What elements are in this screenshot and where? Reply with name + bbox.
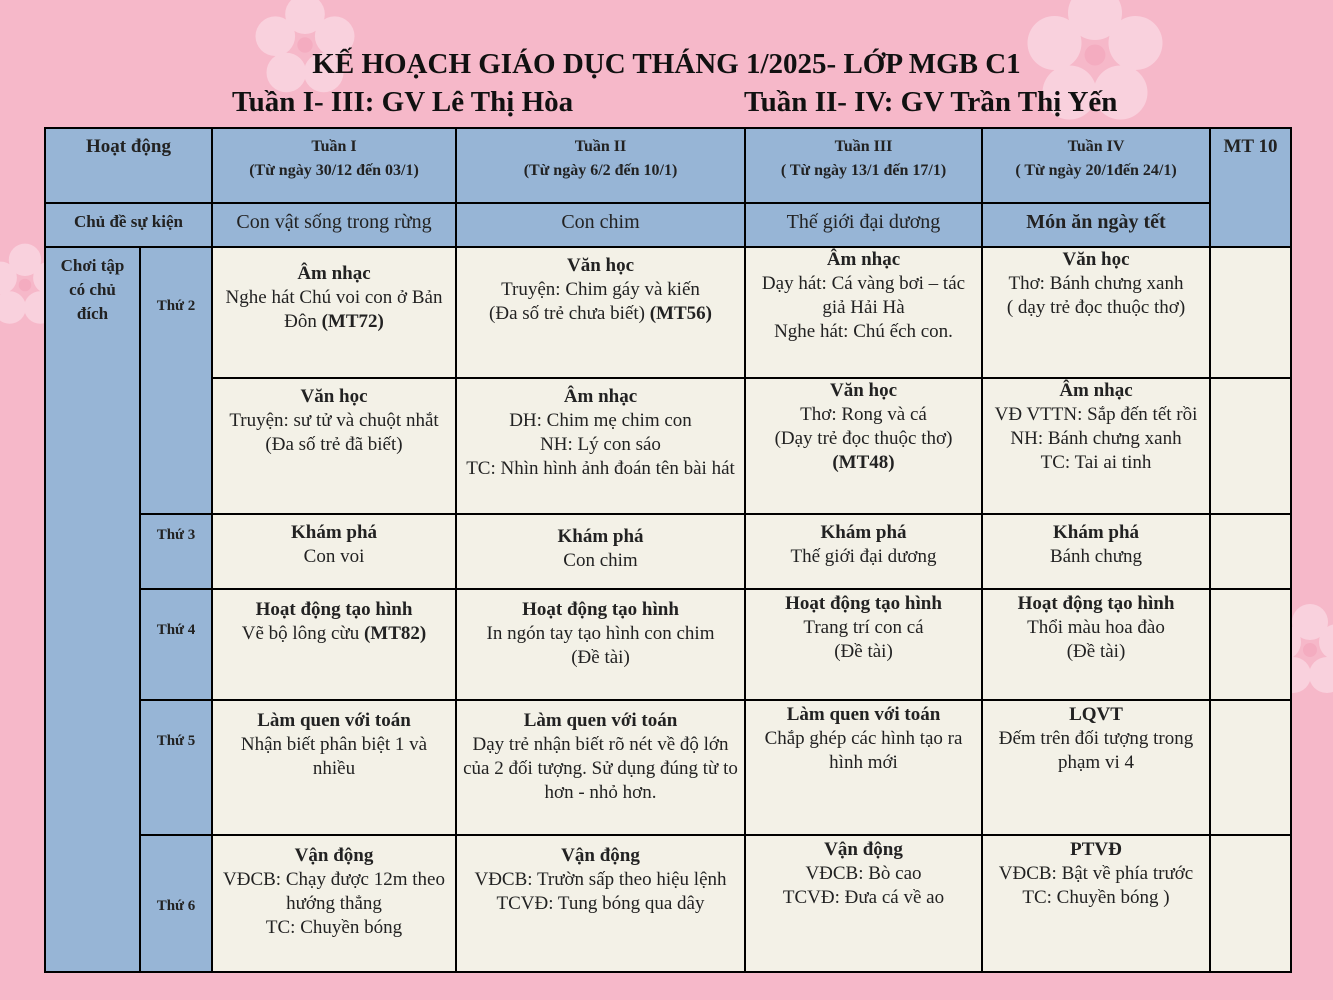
activity-cell [982,247,1210,378]
activity-text: Thế giới đại dương [790,546,937,567]
activity-title: Văn học [829,380,898,401]
week-header [212,128,456,203]
week-range: (Từ ngày 6/2 đến 10/1) [523,162,678,179]
week-header [456,128,745,203]
week-range: (Từ ngày 30/12 đến 03/1) [249,162,419,179]
activity-title: Âm nhạc [297,263,371,284]
activity-text: Đếm trên đối tượng trong phạm vi 4 [998,728,1194,773]
activity-title: Làm quen với toán [523,710,678,731]
activity-text: Con voi [303,546,365,567]
activity-text: Con chim [563,550,638,571]
activity-text: Dạy trẻ nhận biết rõ nét về độ lớn của 2 đối tượng. Sử dụng đúng từ to hơn - nhỏ hơn. [463,734,738,803]
day-label: Thứ 6 [140,835,212,972]
day-label: Thứ 2 [140,247,212,514]
mt-cell [1210,514,1291,589]
activity-text: VĐCB: Chạy được 12m theo hướng thẳng [223,869,445,914]
mt-code: (MT48) [832,452,895,473]
week-name: Tuần II [574,138,627,155]
activity-text: TC: Chuyền bóng [265,917,403,938]
activity-text: Nghe hát: Chú ếch con. [774,321,953,342]
teacher-right: Tuần II- IV: GV Trần Thị Yến [744,86,1118,118]
activity-text: Vẽ bộ lông cừu [241,623,360,644]
activity-title: Văn học [566,255,635,276]
mt-cell [1210,700,1291,835]
mt-cell [1210,247,1291,378]
activity-text: (Đề tài) [834,641,893,662]
activity-text: Truyện: Chim gáy và kiến [501,279,700,300]
activity-cell [456,835,745,972]
day-label: Thứ 3 [140,514,212,589]
activity-text: Trang trí con cá [803,617,924,638]
activity-text: Thơ: Bánh chưng xanh [1008,273,1184,294]
page-title: KẾ HOẠCH GIÁO DỤC THÁNG 1/2025- LỚP MGB C1 [312,48,1021,80]
mt-code: (MT56) [649,303,712,324]
activity-title: Vận động [561,845,640,866]
activity-cell [982,700,1210,835]
activity-text: Nhận biết phân biệt 1 và nhiều [240,734,428,779]
activity-text: In ngón tay tạo hình con chim [486,623,715,644]
week-theme: Con vật sống trong rừng [212,203,456,247]
activity-cell [745,247,982,378]
activity-cell [456,700,745,835]
activity-cell [212,378,456,514]
activity-cell [456,514,745,589]
week-name: Tuần I [311,138,357,155]
week-theme: Con chim [456,203,745,247]
activity-text: Thổi màu hoa đào [1027,617,1165,638]
mt-cell [1210,589,1291,700]
activity-cell [745,700,982,835]
activity-text: ( dạy trẻ đọc thuộc thơ) [1006,297,1186,318]
activity-cell [745,378,982,514]
activity-cell [745,589,982,700]
activity-title: PTVĐ [1070,839,1122,860]
day-label: Thứ 4 [140,589,212,700]
activity-cell [982,589,1210,700]
activity-text: VĐCB: Trườn sấp theo hiệu lệnh [474,869,727,890]
activity-title: Hoạt động tạo hình [1017,593,1175,614]
activity-title: Hoạt động tạo hình [785,593,942,614]
week-theme: Thế giới đại dương [745,203,982,247]
activity-text: (Đề tài) [571,647,630,668]
activity-title: Âm nhạc [563,386,638,407]
mt-cell [1210,835,1291,972]
activity-title: LQVT [1069,704,1123,725]
activity-text: (Đa số trẻ đã biết) [265,434,403,455]
activity-cell [982,835,1210,972]
activity-title: Làm quen với toán [786,704,941,725]
week-name: Tuần III [834,138,893,155]
week-header [745,128,982,203]
activity-cell [745,835,982,972]
activity-text: Chắp ghép các hình tạo ra hình mới [764,728,963,773]
activity-cell [212,700,456,835]
week-header [982,128,1210,203]
activity-title: Văn học [1062,249,1130,270]
activity-cell [212,835,456,972]
activity-cell [745,514,982,589]
mt-header: MT 10 [1210,128,1291,247]
activity-title: Làm quen với toán [257,710,411,731]
activity-cell [212,589,456,700]
activity-title: Hoạt động tạo hình [255,599,413,620]
week-range: ( Từ ngày 20/1đến 24/1) [1015,162,1177,179]
education-plan-table [44,127,1292,973]
activity-text: VĐCB: Bật về phía trước [998,863,1194,884]
activity-text: Bánh chưng [1049,546,1143,567]
theme-header: Chủ đề sự kiện [45,203,212,247]
activity-cell [456,589,745,700]
activity-text: NH: Lý con sáo [540,434,661,455]
activity-text: TC: Tai ai tinh [1040,452,1152,473]
activity-header: Hoạt động [45,128,212,203]
activity-text: DH: Chim mẹ chim con [509,410,692,431]
activity-cell [212,247,456,378]
mt-code: (MT72) [321,311,384,332]
activity-text: (Đề tài) [1066,641,1126,662]
activity-text: VĐCB: Bò cao [805,863,922,884]
week-theme: Món ăn ngày tết [982,203,1210,247]
teacher-left: Tuần I- III: GV Lê Thị Hòa [232,86,574,118]
activity-title: Âm nhạc [826,249,901,270]
activity-title: Âm nhạc [1059,380,1133,401]
week-range: ( Từ ngày 13/1 đến 17/1) [780,162,947,179]
activity-text: Thơ: Rong và cá [800,404,927,425]
activity-text: TCVĐ: Đưa cá về ao [782,887,945,908]
section-label: Chơi tập có chủ đích [45,247,140,972]
activity-cell [456,247,745,378]
activity-text: (Đa số trẻ chưa biết) [489,303,645,324]
week-name: Tuần IV [1067,138,1125,155]
activity-title: Khám phá [557,526,644,547]
activity-text: Nghe hát Chú voi con ở Bản Đôn [225,287,443,332]
activity-cell [212,514,456,589]
activity-text: VĐ VTTN: Sắp đến tết rồi [994,404,1198,425]
activity-text: TCVĐ: Tung bóng qua dây [496,893,705,914]
activity-text: Truyện: sư tử và chuột nhắt [229,410,439,431]
activity-title: Khám phá [820,522,907,543]
activity-title: Khám phá [1052,522,1140,543]
activity-text: Dạy hát: Cá vàng bơi – tác giả Hải Hà [761,273,966,318]
activity-title: Hoạt động tạo hình [522,599,679,620]
activity-title: Khám phá [290,522,378,543]
activity-title: Văn học [300,386,368,407]
activity-title: Vận động [824,839,903,860]
activity-cell [456,378,745,514]
activity-title: Vận động [294,845,374,866]
activity-text: NH: Bánh chưng xanh [1010,428,1182,449]
mt-cell [1210,378,1291,514]
activity-cell [982,514,1210,589]
activity-text: TC: Nhìn hình ảnh đoán tên bài hát [466,458,735,479]
mt-code: (MT82) [363,623,427,644]
activity-text: TC: Chuyền bóng ) [1022,887,1170,908]
activity-cell [982,378,1210,514]
day-label: Thứ 5 [140,700,212,835]
activity-text: (Dạy trẻ đọc thuộc thơ) [774,428,953,449]
